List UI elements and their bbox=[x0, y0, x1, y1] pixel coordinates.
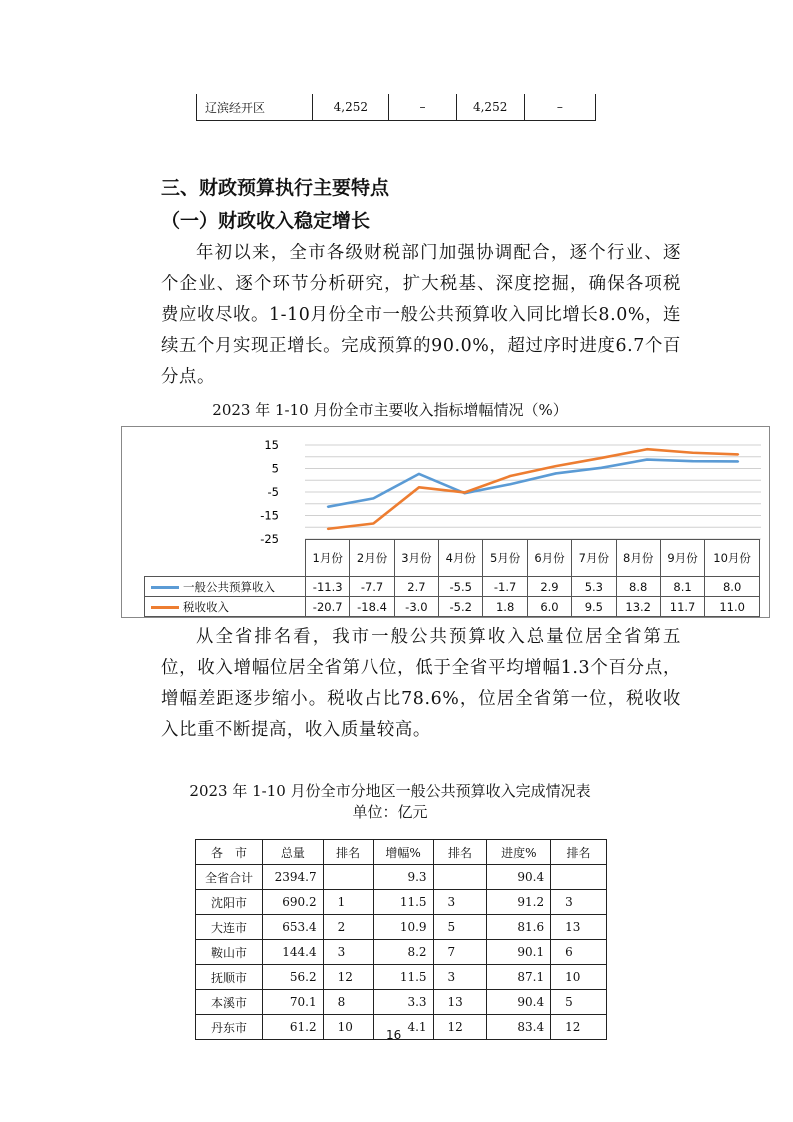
table-cell: 11.5 bbox=[373, 965, 433, 990]
data-point bbox=[509, 483, 511, 485]
data-label: 8.0 bbox=[705, 577, 760, 597]
data-label: 1.8 bbox=[483, 597, 527, 617]
column-header: 增幅% bbox=[373, 840, 433, 865]
data-point bbox=[418, 473, 420, 475]
table-cell: 3 bbox=[433, 890, 487, 915]
table-cell bbox=[551, 865, 607, 890]
data-point bbox=[464, 491, 466, 493]
table-cell: 12 bbox=[433, 1015, 487, 1040]
data-point bbox=[692, 460, 694, 462]
data-label: -3.0 bbox=[394, 597, 438, 617]
chart-category-label: 9月份 bbox=[660, 540, 704, 577]
region-name: 沈阳市 bbox=[196, 890, 263, 915]
table-cell: 3 bbox=[433, 965, 487, 990]
chart-category-label: 7月份 bbox=[572, 540, 616, 577]
data-point bbox=[555, 465, 557, 467]
regional-revenue-table bbox=[195, 839, 607, 1040]
legend-line-icon bbox=[151, 586, 179, 589]
table-cell: 10.9 bbox=[373, 915, 433, 940]
y-tick-label: 15 bbox=[264, 438, 279, 452]
region-name: 鞍山市 bbox=[196, 940, 263, 965]
data-point bbox=[692, 452, 694, 454]
table-cell: 3.3 bbox=[373, 990, 433, 1015]
table-cell: 690.2 bbox=[263, 890, 323, 915]
table-cell: 91.2 bbox=[487, 890, 551, 915]
table-cell: – bbox=[389, 94, 456, 121]
table-row bbox=[196, 915, 607, 940]
table-row bbox=[196, 865, 607, 890]
data-point bbox=[509, 475, 511, 477]
table-cell: 1 bbox=[323, 890, 373, 915]
table-row bbox=[196, 890, 607, 915]
table-row bbox=[196, 940, 607, 965]
column-header: 进度% bbox=[487, 840, 551, 865]
chart-category-label: 6月份 bbox=[527, 540, 571, 577]
region-name: 全省合计 bbox=[196, 865, 263, 890]
table-row bbox=[196, 965, 607, 990]
data-label: -20.7 bbox=[306, 597, 350, 617]
legend-entry bbox=[145, 577, 306, 597]
series-line bbox=[328, 460, 738, 507]
chart-category-label: 10月份 bbox=[705, 540, 760, 577]
chart-category-label: 2月份 bbox=[350, 540, 394, 577]
table-cell bbox=[433, 865, 487, 890]
y-tick-label: -5 bbox=[267, 485, 279, 499]
legend-entry bbox=[145, 597, 306, 617]
table-title: 2023 年 1-10 月份全市分地区一般公共预算收入完成情况表 bbox=[189, 782, 591, 800]
column-header: 排名 bbox=[433, 840, 487, 865]
region-name: 丹东市 bbox=[196, 1015, 263, 1040]
line-chart bbox=[121, 426, 770, 618]
table-cell bbox=[323, 865, 373, 890]
paragraph-revenue-growth: 年初以来，全市各级财税部门加强协调配合，逐个行业、逐个企业、逐个环节分析研究，扩大税基、深度挖掘，确保各项税费应收尽收。1-10月份全市一般公共预算收入同比增长8.0%，连续五个月实现正增长。完成预算的90.0%，超过序时进度6.7个百分点。 bbox=[161, 243, 681, 387]
data-point bbox=[327, 506, 329, 508]
data-point bbox=[737, 453, 739, 455]
data-label: -5.2 bbox=[439, 597, 483, 617]
table-unit: 单位：亿元 bbox=[352, 803, 428, 821]
data-label: 2.7 bbox=[394, 577, 438, 597]
table-cell: 6 bbox=[551, 940, 607, 965]
column-header: 总量 bbox=[263, 840, 323, 865]
region-name: 本溪市 bbox=[196, 990, 263, 1015]
table-cell: 81.6 bbox=[487, 915, 551, 940]
y-tick-label: -15 bbox=[260, 508, 279, 523]
data-label: -1.7 bbox=[483, 577, 527, 597]
table-cell: 12 bbox=[551, 1015, 607, 1040]
data-point bbox=[327, 528, 329, 530]
table-cell: 2 bbox=[323, 915, 373, 940]
table-cell: 11.5 bbox=[373, 890, 433, 915]
table-cell: 87.1 bbox=[487, 965, 551, 990]
table-header-row bbox=[196, 840, 607, 865]
table-row bbox=[196, 990, 607, 1015]
table-cell: 10 bbox=[551, 965, 607, 990]
column-header: 排名 bbox=[551, 840, 607, 865]
sub-heading: （一）财政收入稳定增长 bbox=[161, 210, 371, 232]
paragraph-ranking: 从全省排名看，我市一般公共预算收入总量位居全省第五位，收入增幅位居全省第八位，低于全省平均增幅1.3个百分点，增幅差距逐步缩小。税收占比78.6%，位居全省第一位，税收收入比重不断提高，收入质量较高。 bbox=[161, 627, 681, 740]
table-cell: 8.2 bbox=[373, 940, 433, 965]
data-point bbox=[418, 486, 420, 488]
data-label: 8.8 bbox=[616, 577, 660, 597]
data-label: 9.5 bbox=[572, 597, 616, 617]
chart-corner-cell bbox=[145, 540, 306, 577]
table-cell: 70.1 bbox=[263, 990, 323, 1015]
region-name: 抚顺市 bbox=[196, 965, 263, 990]
table-cell: 61.2 bbox=[263, 1015, 323, 1040]
y-tick-label: 5 bbox=[271, 461, 279, 476]
data-label: -5.5 bbox=[439, 577, 483, 597]
data-label: -7.7 bbox=[350, 577, 394, 597]
chart-category-label: 5月份 bbox=[483, 540, 527, 577]
table-cell: 3 bbox=[323, 940, 373, 965]
table-cell: 2394.7 bbox=[263, 865, 323, 890]
data-point bbox=[600, 457, 602, 459]
data-label: 5.3 bbox=[572, 577, 616, 597]
data-point bbox=[646, 448, 648, 450]
data-point bbox=[646, 459, 648, 461]
table-cell: 653.4 bbox=[263, 915, 323, 940]
table-cell: 4.1 bbox=[373, 1015, 433, 1040]
table-cell: 4,252 bbox=[313, 94, 389, 121]
data-point bbox=[372, 522, 374, 524]
table-cell: 9.3 bbox=[373, 865, 433, 890]
table-cell: 90.4 bbox=[487, 865, 551, 890]
table-cell: 90.4 bbox=[487, 990, 551, 1015]
table-cell: – bbox=[524, 94, 595, 121]
table-cell: 90.1 bbox=[487, 940, 551, 965]
data-point bbox=[555, 472, 557, 474]
data-label: 11.7 bbox=[660, 597, 704, 617]
table-cell: 56.2 bbox=[263, 965, 323, 990]
table-cell: 5 bbox=[551, 990, 607, 1015]
column-header: 排名 bbox=[323, 840, 373, 865]
region-name: 大连市 bbox=[196, 915, 263, 940]
chart-category-label: 4月份 bbox=[439, 540, 483, 577]
table-cell: 144.4 bbox=[263, 940, 323, 965]
data-label: 6.0 bbox=[527, 597, 571, 617]
table-cell: 5 bbox=[433, 915, 487, 940]
data-label: 8.1 bbox=[660, 577, 704, 597]
table-cell: 12 bbox=[323, 965, 373, 990]
table-cell: 10 bbox=[323, 1015, 373, 1040]
data-label: 11.0 bbox=[705, 597, 760, 617]
chart-category-label: 1月份 bbox=[306, 540, 350, 577]
page-number: 16 bbox=[386, 1028, 402, 1042]
table-cell: 3 bbox=[551, 890, 607, 915]
legend-line-icon bbox=[151, 606, 179, 609]
chart-data-table bbox=[144, 539, 760, 617]
legend-label: 税收收入 bbox=[183, 599, 229, 614]
data-point bbox=[372, 497, 374, 499]
data-label: 13.2 bbox=[616, 597, 660, 617]
top-table-fragment bbox=[196, 94, 596, 121]
data-point bbox=[600, 467, 602, 469]
data-label: -11.3 bbox=[306, 577, 350, 597]
table-cell: 4,252 bbox=[456, 94, 524, 121]
legend-label: 一般公共预算收入 bbox=[183, 579, 275, 594]
data-label: -18.4 bbox=[350, 597, 394, 617]
chart-category-label: 3月份 bbox=[394, 540, 438, 577]
table-cell: 8 bbox=[323, 990, 373, 1015]
chart-category-row bbox=[145, 540, 760, 577]
table-cell: 83.4 bbox=[487, 1015, 551, 1040]
chart-title: 2023 年 1-10 月份全市主要收入指标增幅情况（%） bbox=[212, 401, 568, 419]
section-heading: 三、财政预算执行主要特点 bbox=[161, 177, 390, 199]
table-cell: 13 bbox=[551, 915, 607, 940]
table-cell: 13 bbox=[433, 990, 487, 1015]
table-cell: 辽滨经开区 bbox=[197, 94, 313, 121]
table-row bbox=[197, 94, 596, 121]
data-point bbox=[737, 460, 739, 462]
column-header: 各 市 bbox=[196, 840, 263, 865]
chart-series-row bbox=[145, 597, 760, 617]
chart-category-label: 8月份 bbox=[616, 540, 660, 577]
chart-series-row bbox=[145, 577, 760, 597]
table-cell: 7 bbox=[433, 940, 487, 965]
data-label: 2.9 bbox=[527, 577, 571, 597]
y-tick-label: -25 bbox=[260, 532, 279, 546]
